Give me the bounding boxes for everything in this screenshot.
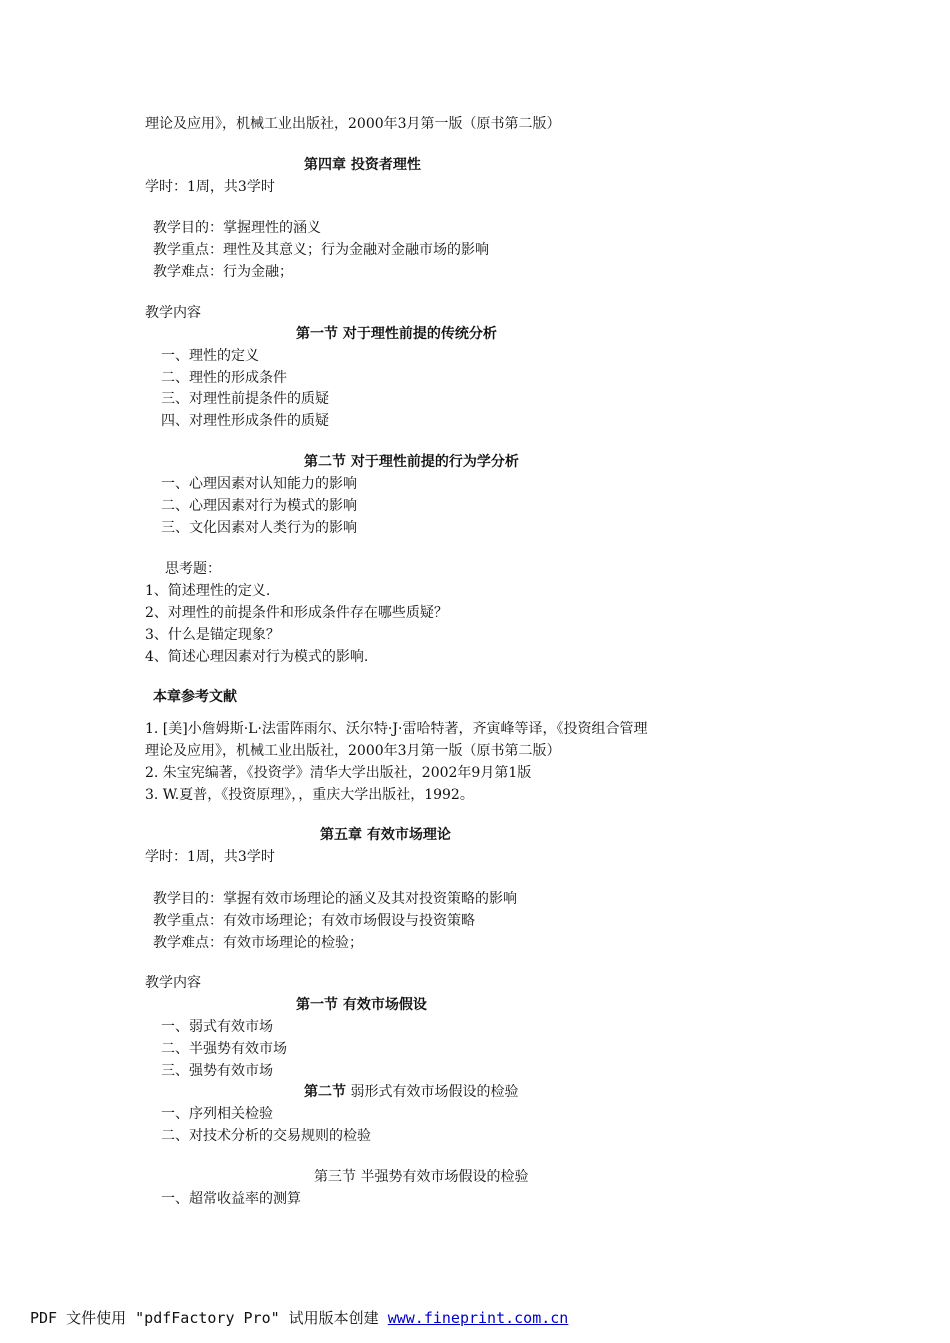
chapter-4-title: 第四章 投资者理性: [304, 157, 421, 173]
list-item: 一、超常收益率的测算: [161, 1191, 301, 1207]
list-item: 二、心理因素对行为模式的影响: [161, 498, 357, 514]
footer-link[interactable]: www.fineprint.com.cn: [387, 1309, 569, 1327]
chapter-5-section-1-title: 第一节 有效市场假设: [296, 997, 427, 1013]
list-item: 一、理性的定义: [161, 348, 259, 364]
list-item: 三、文化因素对人类行为的影响: [161, 520, 357, 536]
reference-item: 3. W.夏普，《投资原理》，，重庆大学出版社，1992。: [145, 787, 474, 803]
list-item: 一、序列相关检验: [161, 1106, 273, 1122]
question-item: 2、对理性的前提条件和形成条件存在哪些质疑？: [145, 605, 448, 621]
list-item: 四、对理性形成条件的质疑: [161, 413, 329, 429]
list-item: 二、半强势有效市场: [161, 1041, 287, 1057]
reference-item: 1. [美]小詹姆斯·L·法雷阵雨尔、沃尔特·J·雷哈特著，齐寅峰等译，《投资组合管理: [145, 721, 648, 737]
chapter-4-goal: 教学目的：掌握理性的涵义: [153, 220, 321, 236]
chapter-4-content-label: 教学内容: [145, 305, 201, 321]
chapter-5-difficulty: 教学难点：有效市场理论的检验；: [153, 935, 363, 951]
question-item: 4、简述心理因素对行为模式的影响.: [145, 649, 369, 665]
list-item: 一、弱式有效市场: [161, 1019, 273, 1035]
reference-continuation: 理论及应用》，机械工业出版社，2000年3月第一版（原书第二版）: [145, 116, 561, 132]
references-label: 本章参考文献: [153, 689, 237, 705]
chapter-4-hours: 学时：1周，共3学时: [145, 179, 275, 195]
question-item: 3、什么是锚定现象？: [145, 627, 280, 643]
section-2-rest: 弱形式有效市场假设的检验: [346, 1084, 519, 1100]
reference-item: 理论及应用》，机械工业出版社，2000年3月第一版（原书第二版）: [145, 743, 561, 759]
section-2-prefix: 第二节: [304, 1084, 346, 1100]
chapter-4-section-2-title: 第二节 对于理性前提的行为学分析: [304, 454, 519, 470]
chapter-5-goal: 教学目的：掌握有效市场理论的涵义及其对投资策略的影响: [153, 891, 517, 907]
chapter-5-section-2-title: [304, 1083, 518, 1101]
list-item: 三、对理性前提条件的质疑: [161, 391, 329, 407]
chapter-5-content-label: 教学内容: [145, 975, 201, 991]
list-item: 二、对技术分析的交易规则的检验: [161, 1128, 371, 1144]
list-item: 二、理性的形成条件: [161, 370, 287, 386]
pdf-footer: [30, 1307, 568, 1328]
chapter-5-section-3-title: 第三节 半强势有效市场假设的检验: [314, 1169, 529, 1185]
chapter-4-difficulty: 教学难点：行为金融；: [153, 264, 293, 280]
chapter-4-section-1-title: 第一节 对于理性前提的传统分析: [296, 326, 497, 342]
chapter-5-key: 教学重点：有效市场理论；有效市场假设与投资策略: [153, 913, 475, 929]
question-item: 1、简述理性的定义.: [145, 583, 271, 599]
reference-item: 2. 朱宝宪编著，《投资学》清华大学出版社，2002年9月第1版: [145, 765, 532, 781]
footer-text: PDF 文件使用 "pdfFactory Pro" 试用版本创建: [30, 1309, 388, 1327]
list-item: 三、强势有效市场: [161, 1063, 273, 1079]
chapter-5-hours: 学时：1周，共3学时: [145, 849, 275, 865]
questions-label: 思考题：: [165, 561, 221, 577]
chapter-4-key: 教学重点：理性及其意义；行为金融对金融市场的影响: [153, 242, 489, 258]
chapter-5-title: 第五章 有效市场理论: [320, 827, 451, 843]
list-item: 一、心理因素对认知能力的影响: [161, 476, 357, 492]
